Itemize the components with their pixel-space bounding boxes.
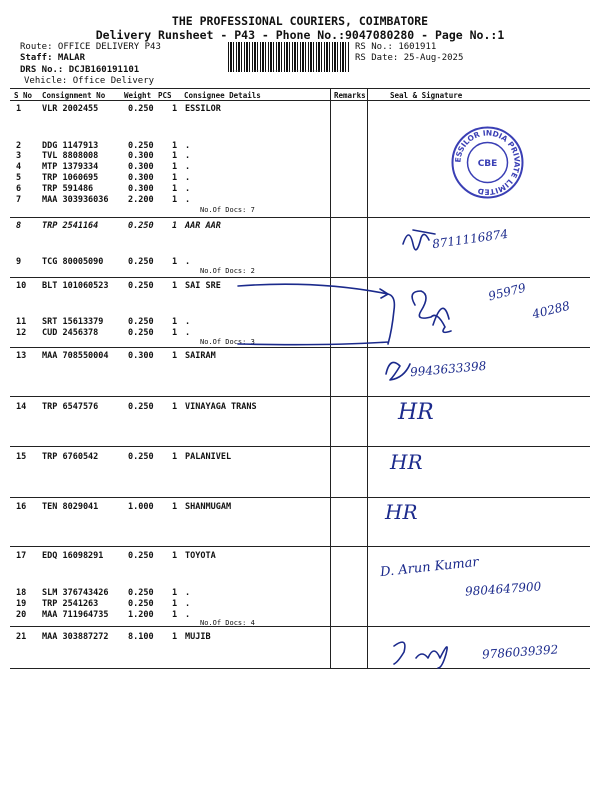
row-sno: 8	[16, 221, 22, 231]
row-pcs: 1	[172, 141, 178, 151]
row-pcs: 1	[172, 162, 178, 172]
row-pcs: 1	[172, 452, 178, 462]
row-consignment: VLR 2002455	[42, 104, 99, 114]
row-weight: 0.250	[128, 551, 154, 561]
row-sno: 18	[16, 588, 27, 598]
row-consignee: PALANIVEL	[185, 452, 232, 462]
handwritten-initials: HR	[398, 400, 434, 425]
row-sno: 11	[16, 317, 27, 327]
barcode	[228, 42, 350, 72]
row-pcs: 1	[172, 184, 178, 194]
row-weight: 0.250	[128, 141, 154, 151]
row-weight: 0.300	[128, 184, 154, 194]
row-consignment: MAA 303936036	[42, 195, 109, 205]
doc-count: No.Of Docs: 3	[200, 338, 255, 346]
row-consignee: SAIRAM	[185, 351, 216, 361]
row-sno: 7	[16, 195, 22, 205]
row-sno: 6	[16, 184, 22, 194]
row-consignment: MAA 711964735	[42, 610, 109, 620]
row-consignment: TCG 80005090	[42, 257, 104, 267]
drs-label: DRS No.: DCJB160191101	[20, 65, 140, 75]
row-sno: 3	[16, 151, 22, 161]
col-header-consignee: Consignee Details	[184, 91, 261, 100]
row-consignee: .	[185, 610, 191, 620]
row-consignee: TOYOTA	[185, 551, 216, 561]
row-consignment: TEN 8029041	[42, 502, 99, 512]
row-consignee: .	[185, 588, 191, 598]
row-sno: 15	[16, 452, 27, 462]
row-consignee: .	[185, 162, 191, 172]
table-header-rule	[10, 100, 590, 101]
row-consignee: .	[185, 151, 191, 161]
row-sno: 12	[16, 328, 27, 338]
row-weight: 0.250	[128, 599, 154, 609]
row-weight: 0.250	[128, 104, 154, 114]
signature-row-21	[388, 632, 488, 672]
row-weight: 0.250	[128, 281, 154, 291]
row-consignee: .	[185, 173, 191, 183]
handwritten-initials: HR	[385, 500, 418, 524]
row-weight: 1.000	[128, 502, 154, 512]
row-consignment: TRP 2541164	[42, 221, 99, 231]
row-pcs: 1	[172, 221, 178, 231]
row-pcs: 1	[172, 104, 178, 114]
stamp-text: ESSILOR INDIA PRIVATE LIMITED	[453, 128, 522, 197]
row-consignee: .	[185, 599, 191, 609]
row-consignment: TRP 2541263	[42, 599, 99, 609]
row-weight: 0.250	[128, 317, 154, 327]
row-pcs: 1	[172, 632, 178, 642]
company-title: THE PROFESSIONAL COURIERS, COIMBATORE	[171, 14, 429, 28]
row-consignment: SLM 376743426	[42, 588, 109, 598]
runsheet-title: Delivery Runsheet - P43 - Phone No.:9047080280 - Page No.:1	[95, 28, 505, 42]
handwritten-phone: 9786039392	[481, 642, 559, 662]
handwritten-phone: 40288	[530, 298, 572, 322]
group-divider	[10, 217, 590, 218]
group-divider	[10, 396, 590, 397]
row-weight: 0.250	[128, 402, 154, 412]
row-sno: 21	[16, 632, 27, 642]
remarks-col-rule-left	[330, 88, 331, 668]
row-pcs: 1	[172, 281, 178, 291]
handwritten-phone: 8711116874	[431, 226, 509, 252]
col-header-weight: Weight	[124, 91, 152, 100]
row-consignment: TRP 6760542	[42, 452, 99, 462]
row-consignee: .	[185, 184, 191, 194]
row-consignment: TVL 8808008	[42, 151, 99, 161]
row-sno: 5	[16, 173, 22, 183]
handwritten-phone: 9804647900	[464, 579, 542, 599]
row-sno: 1	[16, 104, 22, 114]
row-consignment: TRP 591486	[42, 184, 94, 194]
row-consignee: .	[185, 195, 191, 205]
bracket-arrow	[230, 280, 430, 350]
vehicle-label: Vehicle: Office Delivery	[24, 76, 155, 86]
row-consignment: MTP 1379334	[42, 162, 99, 172]
route-label: Route: OFFICE DELIVERY P43	[20, 42, 161, 52]
row-sno: 14	[16, 402, 27, 412]
table-bottom-rule	[10, 668, 590, 669]
col-header-sno: S No	[14, 91, 33, 100]
row-consignee: .	[185, 257, 191, 267]
row-pcs: 1	[172, 599, 178, 609]
row-weight: 0.300	[128, 173, 154, 183]
row-sno: 10	[16, 281, 27, 291]
company-stamp	[450, 125, 525, 200]
row-pcs: 1	[172, 328, 178, 338]
row-consignment: TRP 1060695	[42, 173, 99, 183]
row-pcs: 1	[172, 588, 178, 598]
row-consignee: MUJIB	[185, 632, 211, 642]
row-sno: 17	[16, 551, 27, 561]
row-weight: 0.250	[128, 588, 154, 598]
table-top-rule	[10, 88, 590, 89]
col-header-remarks: Remarks	[334, 91, 366, 100]
row-pcs: 1	[172, 502, 178, 512]
remarks-col-rule-right	[367, 88, 368, 668]
row-sno: 16	[16, 502, 27, 512]
staff-label: Staff: MALAR	[20, 53, 86, 63]
row-weight: 1.200	[128, 610, 154, 620]
row-pcs: 1	[172, 195, 178, 205]
row-weight: 0.250	[128, 257, 154, 267]
row-weight: 0.250	[128, 328, 154, 338]
group-divider	[10, 277, 590, 278]
row-weight: 0.300	[128, 151, 154, 161]
group-divider	[10, 446, 590, 447]
row-weight: 0.250	[128, 452, 154, 462]
row-consignee: ESSILOR	[185, 104, 221, 114]
row-weight: 8.100	[128, 632, 154, 642]
group-divider	[10, 497, 590, 498]
row-consignee: .	[185, 141, 191, 151]
row-pcs: 1	[172, 257, 178, 267]
handwritten-initials: HR	[390, 450, 423, 474]
col-header-consignment: Consignment No	[42, 91, 106, 100]
rs-date: RS Date: 25-Aug-2025	[355, 53, 464, 63]
row-consignment: EDQ 16098291	[42, 551, 104, 561]
handwritten-phone: 9943633398	[409, 358, 487, 380]
row-consignment: MAA 303887272	[42, 632, 109, 642]
row-consignment: TRP 6547576	[42, 402, 99, 412]
row-consignment: DDG 1147913	[42, 141, 99, 151]
row-sno: 4	[16, 162, 22, 172]
doc-count: No.Of Docs: 4	[200, 619, 255, 627]
row-pcs: 1	[172, 317, 178, 327]
row-consignee: VINAYAGA TRANS	[185, 402, 257, 412]
row-sno: 20	[16, 610, 27, 620]
row-weight: 0.300	[128, 162, 154, 172]
row-pcs: 1	[172, 610, 178, 620]
handwritten-name: D. Arun Kumar	[379, 554, 480, 581]
row-weight: 0.300	[128, 351, 154, 361]
row-consignee: AAR AAR	[185, 221, 221, 231]
handwritten-phone: 95979	[486, 280, 528, 304]
doc-count: No.Of Docs: 7	[200, 206, 255, 214]
row-consignment: SRT 15613379	[42, 317, 104, 327]
row-sno: 9	[16, 257, 22, 267]
group-divider	[10, 546, 590, 547]
row-pcs: 1	[172, 173, 178, 183]
row-pcs: 1	[172, 151, 178, 161]
row-consignment: MAA 708550004	[42, 351, 109, 361]
stamp-center-text: CBE	[477, 159, 498, 169]
row-consignee: SAI SRE	[185, 281, 221, 291]
row-sno: 19	[16, 599, 27, 609]
doc-count: No.Of Docs: 2	[200, 267, 255, 275]
row-sno: 2	[16, 141, 22, 151]
group-divider	[10, 626, 590, 627]
row-consignee: SHANMUGAM	[185, 502, 232, 512]
rs-number: RS No.: 1601911	[355, 42, 437, 52]
row-consignee: .	[185, 328, 191, 338]
row-sno: 13	[16, 351, 27, 361]
col-header-pcs: PCS	[158, 91, 172, 100]
row-weight: 0.250	[128, 221, 154, 231]
col-header-seal: Seal & Signature	[390, 91, 463, 100]
row-weight: 2.200	[128, 195, 154, 205]
row-consignment: CUD 2456378	[42, 328, 99, 338]
row-pcs: 1	[172, 551, 178, 561]
signature-row-10	[405, 285, 475, 340]
row-pcs: 1	[172, 402, 178, 412]
row-consignee: .	[185, 317, 191, 327]
row-consignment: BLT 101060523	[42, 281, 109, 291]
row-pcs: 1	[172, 351, 178, 361]
